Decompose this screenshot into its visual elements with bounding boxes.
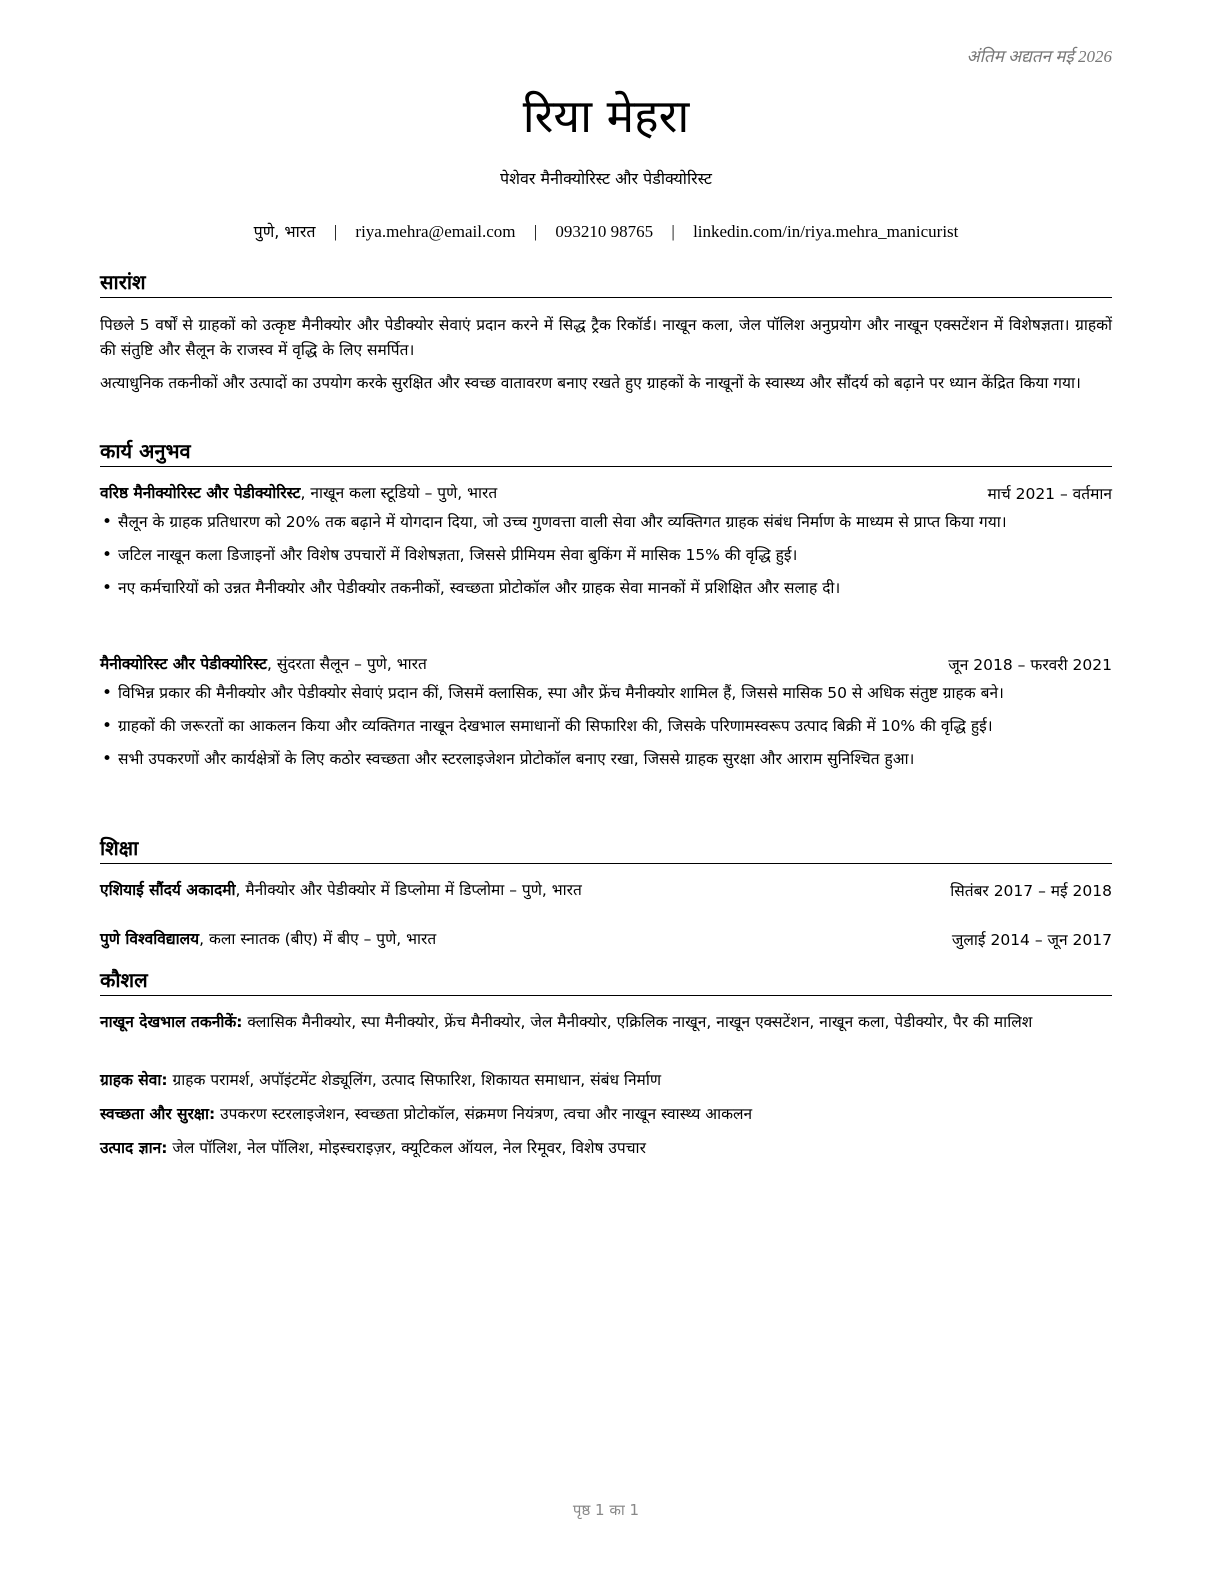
skill-label: नाखून देखभाल तकनीकें: xyxy=(100,1013,243,1031)
list-item: • नए कर्मचारियों को उन्नत मैनीक्योर और पेडीक्योर तकनीकों, स्वच्छता प्रोटोकॉल और ग्राहक सेवा मानकों में प्रशिक्षित और सलाह दी। xyxy=(100,576,1112,601)
contact-separator: | xyxy=(533,222,538,241)
job-date-start: मार्च 2021 – xyxy=(987,485,1073,503)
summary-paragraph: पिछले 5 वर्षों से ग्राहकों को उत्कृष्ट मैनीक्योर और पेडीक्योर सेवाएं प्रदान करने में सिद्ध ट्रैक रिकॉर्ड। नाखून कला, जेल पॉलिश अनुप्रयोग और नाखून एक्सटेंशन में विशेषज्ञता। ग्राहकों की संतुष्टि और सैलून के राजस्व में वृद्धि के लिए समर्पित। xyxy=(100,316,1112,359)
contact-separator: | xyxy=(671,222,675,241)
skill-label: स्वच्छता और सुरक्षा: xyxy=(100,1105,216,1123)
job-date xyxy=(948,651,1112,678)
list-item: • ग्राहकों की जरूरतों का आकलन किया और व्यक्तिगत नाखून देखभाल समाधानों की सिफारिश की, जिसके परिणामस्वरूप उत्पाद बिक्री में 10% की वृद्धि हुई। xyxy=(100,714,1112,739)
section-heading-skills: कौशल xyxy=(100,966,1112,996)
skill-line xyxy=(100,1136,1112,1161)
job-header xyxy=(100,651,1112,677)
skill-label: ग्राहक सेवा: xyxy=(100,1071,168,1089)
job-org: , सुंदरता सैलून – पुणे, भारत xyxy=(266,655,427,673)
education-entry xyxy=(100,926,1112,952)
education-detail: , मैनीक्योर और पेडीक्योर में डिप्लोमा में डिप्लोमा – पुणे, भारत xyxy=(235,881,582,899)
list-item: • जटिल नाखून कला डिजाइनों और विशेष उपचारों में विशेषज्ञता, जिससे प्रीमियम सेवा बुकिंग में मासिक 15% की वृद्धि हुई। xyxy=(100,543,1112,568)
job-date-end: वर्तमान xyxy=(1072,485,1112,503)
contact-phone[interactable]: 093210 98765 xyxy=(555,222,654,241)
education-school: पुणे विश्वविद्यालय xyxy=(100,930,200,948)
list-item: • सभी उपकरणों और कार्यक्षेत्रों के लिए कठोर स्वच्छता और स्टरलाइजेशन प्रोटोकॉल बनाए रखा, जिससे ग्राहक सुरक्षा और आराम सुनिश्चित हुआ। xyxy=(100,747,1112,772)
education-date: जुलाई 2014 – जून 2017 xyxy=(951,931,1112,949)
skill-text: ग्राहक परामर्श, अपॉइंटमेंट शेड्यूलिंग, उत्पाद सिफारिश, शिकायत समाधान, संबंध निर्माण xyxy=(167,1071,662,1089)
contact-line xyxy=(100,218,1112,246)
section-heading-experience: कार्य अनुभव xyxy=(100,437,1112,467)
job-header xyxy=(100,480,1112,506)
education-date: सितंबर 2017 – मई 2018 xyxy=(950,882,1112,900)
skill-line xyxy=(100,1010,1112,1035)
education-detail: , कला स्नातक (बीए) में बीए – पुणे, भारत xyxy=(199,930,437,948)
skill-line xyxy=(100,1068,1112,1093)
education-school: एशियाई सौंदर्य अकादमी xyxy=(100,881,236,899)
skill-text: जेल पॉलिश, नेल पॉलिश, मोइस्चराइज़र, क्यूटिकल ऑयल, नेल रिमूवर, विशेष उपचार xyxy=(167,1139,646,1157)
candidate-name: रिया मेहरा xyxy=(522,89,690,143)
job-date xyxy=(988,480,1112,507)
job-role: वरिष्ठ मैनीक्योरिस्ट और पेडीक्योरिस्ट xyxy=(100,484,301,502)
contact-location: पुणे, भारत xyxy=(253,222,316,241)
contact-separator: | xyxy=(333,222,338,241)
skill-text: उपकरण स्टरलाइजेशन, स्वच्छता प्रोटोकॉल, संक्रमण नियंत्रण, त्वचा और नाखून स्वास्थ्य आकलन xyxy=(215,1105,753,1123)
list-item: • विभिन्न प्रकार की मैनीक्योर और पेडीक्योर सेवाएं प्रदान कीं, जिसमें क्लासिक, स्पा और फ्रेंच मैनीक्योर शामिल हैं, जिससे मासिक 50 से अधिक संतुष्ट ग्राहक बने। xyxy=(100,681,1112,706)
job-date-start: जून 2018 – फरवरी 2021 xyxy=(948,656,1112,674)
contact-linkedin[interactable]: linkedin.com/in/riya.mehra_manicurist xyxy=(693,222,959,241)
resume-page xyxy=(100,0,1112,1584)
skill-text: क्लासिक मैनीक्योर, स्पा मैनीक्योर, फ्रेंच मैनीक्योर, जेल मैनीक्योर, एक्रिलिक नाखून, नाखून एक्सटेंशन, नाखून कला, पेडीक्योर, पैर की मालिश xyxy=(242,1013,1033,1031)
page-number: पृष्ठ 1 का 1 xyxy=(572,1501,640,1519)
skill-label: उत्पाद ज्ञान: xyxy=(100,1139,168,1157)
list-item: • सैलून के ग्राहक प्रतिधारण को 20% तक बढ़ाने में योगदान दिया, जो उच्च गुणवत्ता वाली सेवा और व्यक्तिगत ग्राहक संबंध निर्माण के माध्यम से प्राप्त किया गया। xyxy=(100,510,1112,535)
job-org: , नाखून कला स्टूडियो – पुणे, भारत xyxy=(300,484,498,502)
summary-paragraph: अत्याधुनिक तकनीकों और उत्पादों का उपयोग करके सुरक्षित और स्वच्छ वातावरण बनाए रखते हुए ग्राहकों के नाखूनों के स्वास्थ्य और सौंदर्य को बढ़ाने पर ध्यान केंद्रित किया गया। xyxy=(100,374,1081,392)
education-entry xyxy=(100,877,1112,903)
job-bullets xyxy=(100,510,1112,609)
section-heading-education: शिक्षा xyxy=(100,834,1112,864)
section-heading-summary: सारांश xyxy=(100,268,1112,298)
job-role: मैनीक्योरिस्ट और पेडीक्योरिस्ट xyxy=(100,655,267,673)
skill-line xyxy=(100,1102,1112,1127)
last-updated: अंतिम अद्यतन मई 2026 xyxy=(966,47,1112,66)
contact-email[interactable]: riya.mehra@email.com xyxy=(355,222,516,241)
job-bullets xyxy=(100,681,1112,780)
candidate-title: पेशेवर मैनीक्योरिस्ट और पेडीक्योरिस्ट xyxy=(500,169,712,188)
